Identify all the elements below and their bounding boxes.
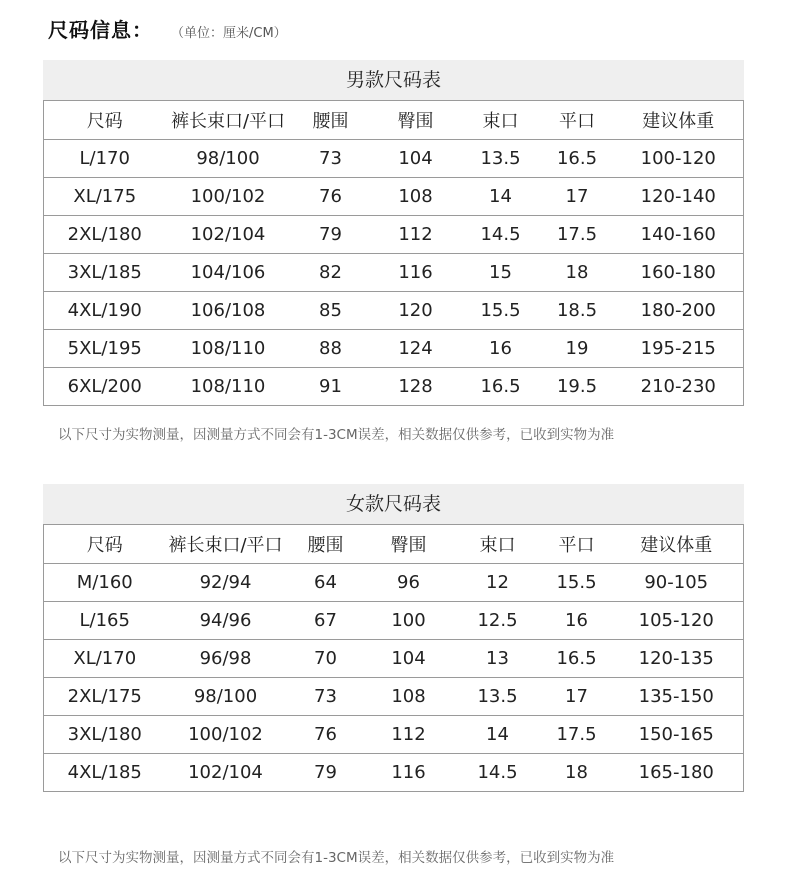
table-cell: 92/94 (166, 564, 286, 602)
table-cell: 180-200 (614, 292, 744, 330)
table-row (44, 716, 744, 754)
column-header: 束口 (452, 525, 544, 564)
column-header: 平口 (544, 525, 610, 564)
table-row (44, 330, 744, 368)
table-cell: 102/104 (166, 216, 291, 254)
table-cell: 73 (291, 140, 371, 178)
table-cell: 100/102 (166, 178, 291, 216)
table-cell: 16.5 (544, 640, 610, 678)
table-cell: 128 (371, 368, 461, 406)
table-row (44, 254, 744, 292)
table-cell: 2XL/180 (44, 216, 166, 254)
table-cell: 16 (544, 602, 610, 640)
men-measurement-note: 以下尺寸为实物测量，因测量方式不同会有1-3CM误差，相关数据仅供参考，已收到实物为准 (58, 427, 615, 443)
men-table-title: 男款尺码表 (43, 60, 744, 100)
table-cell: 14 (452, 716, 544, 754)
table-cell: 17.5 (541, 216, 614, 254)
column-header: 平口 (541, 101, 614, 140)
table-cell: 104 (371, 140, 461, 178)
table-cell: 105-120 (610, 602, 744, 640)
table-row (44, 216, 744, 254)
table-cell: 3XL/180 (44, 716, 166, 754)
table-cell: 90-105 (610, 564, 744, 602)
table-row (44, 678, 744, 716)
column-header: 腰围 (286, 525, 366, 564)
table-cell: 88 (291, 330, 371, 368)
table-cell: 3XL/185 (44, 254, 166, 292)
column-header: 建议体重 (610, 525, 744, 564)
table-cell: 6XL/200 (44, 368, 166, 406)
table-cell: 106/108 (166, 292, 291, 330)
table-cell: 76 (291, 178, 371, 216)
table-cell: 160-180 (614, 254, 744, 292)
table-cell: 79 (291, 216, 371, 254)
table-cell: 135-150 (610, 678, 744, 716)
table-cell: 15.5 (544, 564, 610, 602)
table-cell: 108/110 (166, 368, 291, 406)
column-header: 建议体重 (614, 101, 744, 140)
table-row (44, 368, 744, 406)
women-table-title: 女款尺码表 (43, 484, 744, 524)
table-cell: 108 (366, 678, 452, 716)
table-cell: 120-140 (614, 178, 744, 216)
table-cell: M/160 (44, 564, 166, 602)
column-header: 臀围 (371, 101, 461, 140)
table-cell: 67 (286, 602, 366, 640)
table-cell: 76 (286, 716, 366, 754)
column-header: 腰围 (291, 101, 371, 140)
unit-label: （单位：厘米/CM） (171, 26, 287, 41)
table-cell: 150-165 (610, 716, 744, 754)
table-cell: 18 (541, 254, 614, 292)
table-cell: 19 (541, 330, 614, 368)
table-row (44, 564, 744, 602)
table-cell: 15.5 (461, 292, 541, 330)
table-cell: 79 (286, 754, 366, 792)
table-cell: 16.5 (461, 368, 541, 406)
table-cell: XL/175 (44, 178, 166, 216)
table-cell: 96/98 (166, 640, 286, 678)
table-header-row (44, 525, 744, 564)
table-cell: 104 (366, 640, 452, 678)
column-header: 尺码 (44, 525, 166, 564)
table-cell: XL/170 (44, 640, 166, 678)
women-measurement-note: 以下尺寸为实物测量，因测量方式不同会有1-3CM误差，相关数据仅供参考，已收到实物为准 (58, 850, 615, 866)
table-cell: 210-230 (614, 368, 744, 406)
table-cell: 14.5 (452, 754, 544, 792)
table-cell: 102/104 (166, 754, 286, 792)
table-cell: 17 (541, 178, 614, 216)
table-cell: 4XL/190 (44, 292, 166, 330)
table-cell: 104/106 (166, 254, 291, 292)
table-cell: L/170 (44, 140, 166, 178)
women-size-table (43, 484, 744, 792)
table-cell: 4XL/185 (44, 754, 166, 792)
table-cell: 64 (286, 564, 366, 602)
table-cell: 120 (371, 292, 461, 330)
table-cell: 14 (461, 178, 541, 216)
table-cell: 100-120 (614, 140, 744, 178)
table-row (44, 640, 744, 678)
column-header: 裤长束口/平口 (166, 101, 291, 140)
table-cell: 100/102 (166, 716, 286, 754)
table-cell: 94/96 (166, 602, 286, 640)
table-cell: 120-135 (610, 640, 744, 678)
table-cell: 17 (544, 678, 610, 716)
table-cell: 16.5 (541, 140, 614, 178)
table-cell: 16 (461, 330, 541, 368)
table-cell: 98/100 (166, 678, 286, 716)
table-cell: 18.5 (541, 292, 614, 330)
table-cell: 112 (366, 716, 452, 754)
table-header-row (44, 101, 744, 140)
table-cell: 108/110 (166, 330, 291, 368)
table-cell: 116 (371, 254, 461, 292)
table-cell: 124 (371, 330, 461, 368)
men-table-body (44, 101, 744, 406)
table-cell: 91 (291, 368, 371, 406)
table-cell: 195-215 (614, 330, 744, 368)
men-size-table (43, 60, 744, 406)
table-row (44, 178, 744, 216)
table-cell: 73 (286, 678, 366, 716)
column-header: 尺码 (44, 101, 166, 140)
table-cell: 85 (291, 292, 371, 330)
table-cell: 13.5 (452, 678, 544, 716)
table-cell: 108 (371, 178, 461, 216)
table-row (44, 602, 744, 640)
table-cell: 15 (461, 254, 541, 292)
column-header: 裤长束口/平口 (166, 525, 286, 564)
table-cell: 116 (366, 754, 452, 792)
table-cell: 140-160 (614, 216, 744, 254)
table-cell: 5XL/195 (44, 330, 166, 368)
table-cell: 96 (366, 564, 452, 602)
table-cell: 82 (291, 254, 371, 292)
table-row (44, 754, 744, 792)
table-row (44, 140, 744, 178)
table-cell: 2XL/175 (44, 678, 166, 716)
table-cell: 14.5 (461, 216, 541, 254)
table-cell: 100 (366, 602, 452, 640)
table-cell: 12.5 (452, 602, 544, 640)
table-cell: 13 (452, 640, 544, 678)
size-info-title: 尺码信息： (48, 18, 153, 42)
women-table-body (44, 525, 744, 792)
table-cell: 112 (371, 216, 461, 254)
column-header: 臀围 (366, 525, 452, 564)
table-cell: 17.5 (544, 716, 610, 754)
table-cell: 18 (544, 754, 610, 792)
table-cell: 19.5 (541, 368, 614, 406)
column-header: 束口 (461, 101, 541, 140)
table-cell: L/165 (44, 602, 166, 640)
table-cell: 13.5 (461, 140, 541, 178)
table-cell: 98/100 (166, 140, 291, 178)
table-cell: 70 (286, 640, 366, 678)
table-row (44, 292, 744, 330)
size-info-header (48, 14, 287, 44)
table-cell: 12 (452, 564, 544, 602)
table-cell: 165-180 (610, 754, 744, 792)
